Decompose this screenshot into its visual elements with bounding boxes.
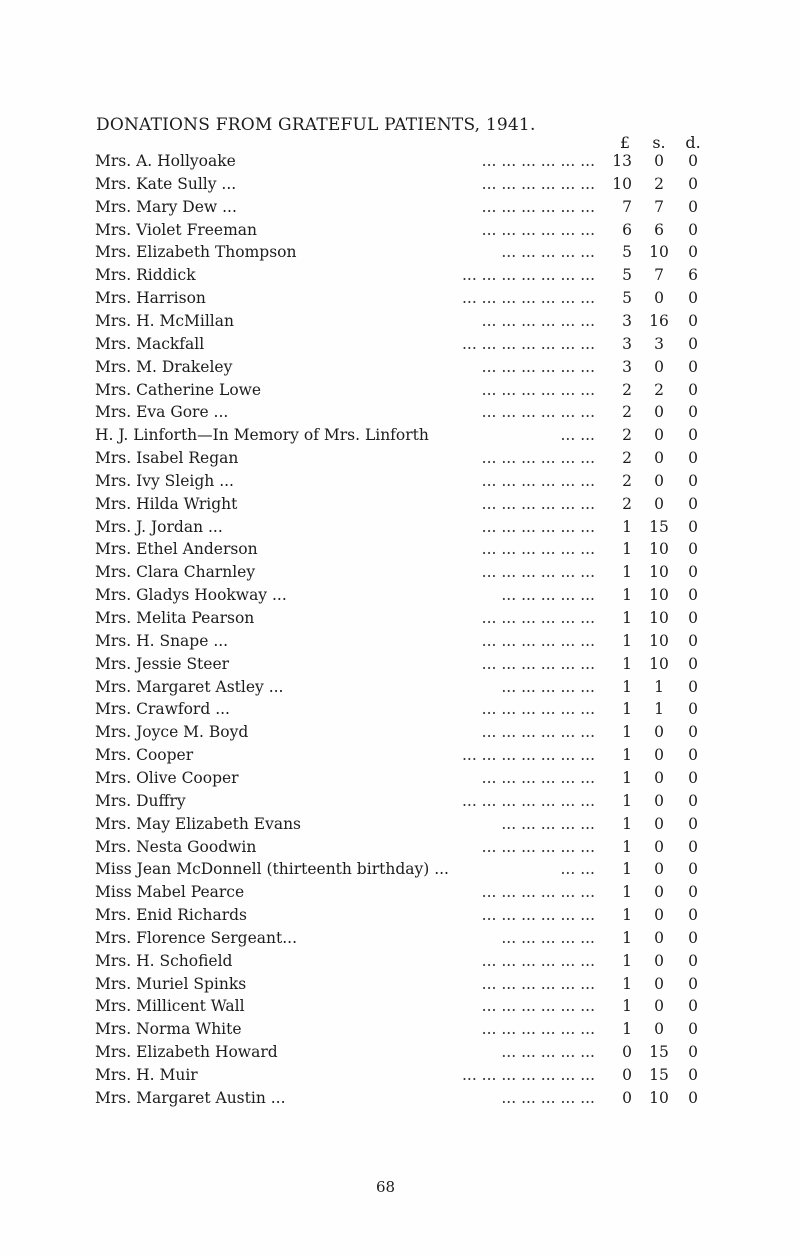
donor-name: Mrs. Jessie Steer (95, 654, 230, 673)
donor-name: Mrs. J. Jordan ... (95, 517, 223, 536)
amount-pounds: 13 (612, 152, 632, 170)
donor-name: Mrs. A. Hollyoake (95, 152, 236, 170)
dot-leader: ... ... ... ... ... ... (481, 837, 595, 856)
amount-pounds: 1 (622, 586, 632, 605)
donor-name: Mrs. Margaret Austin ... (95, 1088, 286, 1107)
donor-name: Mrs. Norma White (95, 1020, 242, 1039)
amount-shillings: 0 (654, 997, 664, 1016)
amount-pence: 0 (688, 243, 698, 262)
amount-shillings: 10 (649, 540, 669, 559)
donor-name: Mrs. Duffry (95, 791, 186, 810)
dot-leader: ... ... ... ... ... ... (481, 357, 595, 376)
amount-pence: 0 (688, 837, 698, 856)
donor-name: Mrs. Crawford ... (95, 700, 230, 719)
dot-leader: ... ... ... ... ... ... ... (461, 266, 595, 285)
pounds-column-header: £ (619, 133, 631, 152)
dot-leader: ... ... ... ... ... ... (481, 540, 595, 559)
amount-shillings: 0 (654, 723, 664, 742)
donor-name: Mrs. Mackfall (95, 334, 205, 353)
donor-name: Mrs. Nesta Goodwin (95, 837, 257, 856)
amount-pounds: 1 (622, 563, 632, 582)
donor-name: Mrs. Mary Dew ... (95, 197, 237, 216)
list-item (0, 813, 800, 835)
amount-pounds: 1 (622, 883, 632, 902)
amount-pounds: 1 (622, 700, 632, 719)
list-item (0, 630, 800, 652)
dot-leader: ... ... ... ... ... ... ... (461, 289, 595, 308)
amount-pence: 0 (688, 586, 698, 605)
amount-pence: 0 (688, 1066, 698, 1084)
amount-pence: 0 (688, 380, 698, 399)
amount-pounds: 3 (622, 311, 632, 330)
amount-shillings: 0 (654, 1020, 664, 1039)
amount-pence: 0 (688, 883, 698, 902)
dot-leader: ... ... ... ... ... (501, 814, 595, 833)
amount-pence: 0 (688, 220, 698, 239)
dot-leader: ... ... ... ... ... ... (481, 380, 595, 399)
amount-shillings: 1 (654, 700, 664, 719)
dot-leader: ... ... ... ... ... ... (481, 768, 595, 787)
amount-pounds: 1 (622, 951, 632, 970)
donor-name: Mrs. H. Snape ... (95, 631, 229, 650)
amount-pence: 0 (688, 1020, 698, 1039)
amount-pence: 0 (688, 951, 698, 970)
amount-shillings: 16 (649, 311, 669, 330)
amount-shillings: 0 (654, 357, 664, 376)
amount-shillings: 0 (654, 426, 664, 445)
amount-shillings: 0 (654, 289, 664, 308)
amount-pounds: 1 (622, 768, 632, 787)
donor-name: Mrs. Cooper (95, 746, 194, 765)
amount-pence: 0 (688, 174, 698, 193)
dot-leader: ... ... ... ... ... ... (481, 174, 595, 193)
amount-pence: 0 (688, 494, 698, 513)
amount-shillings: 15 (649, 1066, 669, 1084)
amount-pounds: 1 (622, 928, 632, 947)
amount-pounds: 1 (622, 791, 632, 810)
list-item (0, 904, 800, 926)
amount-pounds: 1 (622, 1020, 632, 1039)
amount-pounds: 1 (622, 814, 632, 833)
list-item (0, 447, 800, 469)
amount-pounds: 1 (622, 860, 632, 879)
amount-shillings: 7 (654, 197, 664, 216)
donor-name: Mrs. Catherine Lowe (95, 380, 262, 399)
amount-pounds: 1 (622, 997, 632, 1016)
amount-shillings: 10 (649, 1088, 669, 1107)
donor-name: Miss Mabel Pearce (95, 883, 245, 902)
amount-pounds: 1 (622, 974, 632, 993)
amount-pounds: 3 (622, 357, 632, 376)
dot-leader: ... ... ... ... ... ... ... (461, 1066, 595, 1084)
amount-shillings: 0 (654, 951, 664, 970)
amount-shillings: 0 (654, 974, 664, 993)
list-item (0, 607, 800, 629)
dot-leader: ... ... ... ... ... ... (481, 517, 595, 536)
amount-pounds: 2 (622, 494, 632, 513)
dot-leader: ... ... ... ... ... ... (481, 654, 595, 673)
donor-name: Mrs. Joyce M. Boyd (95, 723, 249, 742)
dot-leader: ... ... ... ... ... ... (481, 449, 595, 468)
dot-leader: ... ... ... ... ... ... ... (461, 791, 595, 810)
amount-pounds: 7 (622, 197, 632, 216)
amount-pounds: 1 (622, 837, 632, 856)
donor-name: Mrs. H. McMillan (95, 311, 234, 330)
amount-pence: 0 (688, 471, 698, 490)
amount-shillings: 0 (654, 928, 664, 947)
donor-name: Mrs. Gladys Hookway ... (95, 586, 287, 605)
donor-name: Mrs. Florence Sergeant... (95, 928, 298, 947)
amount-shillings: 10 (649, 586, 669, 605)
amount-shillings: 0 (654, 883, 664, 902)
dot-leader: ... ... ... ... ... (501, 677, 595, 696)
dot-leader: ... ... ... ... ... (501, 243, 595, 262)
amount-shillings: 0 (654, 152, 664, 170)
amount-pence: 0 (688, 403, 698, 422)
amount-pence: 0 (688, 289, 698, 308)
list-item (0, 379, 800, 401)
amount-pounds: 3 (622, 334, 632, 353)
donor-name: Mrs. Kate Sully ... (95, 174, 237, 193)
dot-leader: ... ... ... ... ... ... (481, 906, 595, 925)
amount-pounds: 6 (622, 220, 632, 239)
list-item (0, 264, 800, 286)
list-item (0, 836, 800, 858)
amount-shillings: 0 (654, 860, 664, 879)
dot-leader: ... ... ... ... ... (501, 1088, 595, 1107)
dot-leader: ... ... ... ... ... (501, 928, 595, 947)
list-item (0, 150, 800, 172)
donor-name: Mrs. Violet Freeman (95, 220, 258, 239)
amount-shillings: 2 (654, 380, 664, 399)
amount-pence: 0 (688, 152, 698, 170)
amount-pounds: 1 (622, 746, 632, 765)
amount-pence: 0 (688, 609, 698, 627)
amount-shillings: 0 (654, 768, 664, 787)
donor-name: Mrs. Harrison (95, 289, 206, 308)
amount-pence: 0 (688, 791, 698, 810)
amount-shillings: 10 (649, 563, 669, 582)
donor-name: Mrs. H. Muir (95, 1066, 198, 1084)
amount-shillings: 0 (654, 494, 664, 513)
list-item (0, 1041, 800, 1063)
amount-pence: 0 (688, 928, 698, 947)
amount-pence: 0 (688, 654, 698, 673)
dot-leader: ... ... ... ... ... ... (481, 700, 595, 719)
list-item (0, 493, 800, 515)
amount-pence: 0 (688, 814, 698, 833)
amount-shillings: 15 (649, 517, 669, 536)
amount-shillings: 0 (654, 837, 664, 856)
shillings-column-header: s. (652, 133, 666, 152)
amount-pounds: 1 (622, 677, 632, 696)
amount-shillings: 10 (649, 609, 669, 627)
dot-leader: ... ... ... ... ... (501, 586, 595, 605)
donor-name: Mrs. Clara Charnley (95, 563, 256, 582)
amount-shillings: 15 (649, 1043, 669, 1062)
dot-leader: ... ... (560, 426, 595, 445)
amount-shillings: 7 (654, 266, 664, 285)
donor-name: Mrs. May Elizabeth Evans (95, 814, 302, 833)
amount-pence: 0 (688, 700, 698, 719)
list-item (0, 1087, 800, 1109)
amount-pounds: 1 (622, 609, 632, 627)
amount-pounds: 1 (622, 631, 632, 650)
amount-shillings: 3 (654, 334, 664, 353)
dot-leader: ... ... (560, 860, 595, 879)
amount-pounds: 2 (622, 449, 632, 468)
amount-shillings: 0 (654, 471, 664, 490)
dot-leader: ... ... ... ... ... ... (481, 883, 595, 902)
donor-name: Mrs. Isabel Regan (95, 449, 239, 468)
donor-name: H. J. Linforth—In Memory of Mrs. Linforth (95, 426, 429, 445)
pence-column-header: d. (685, 133, 701, 152)
list-item (0, 881, 800, 903)
amount-pence: 0 (688, 631, 698, 650)
amount-pounds: 1 (622, 517, 632, 536)
donor-name: Mrs. Elizabeth Thompson (95, 243, 297, 262)
list-item (0, 241, 800, 263)
page-title: DONATIONS FROM GRATEFUL PATIENTS, 1941. (96, 115, 536, 135)
donor-name: Mrs. Hilda Wright (95, 494, 238, 513)
dot-leader: ... ... ... ... ... ... (481, 403, 595, 422)
donor-name: Mrs. Olive Cooper (95, 768, 239, 787)
dot-leader: ... ... ... ... ... ... (481, 494, 595, 513)
dot-leader: ... ... ... ... ... ... (481, 311, 595, 330)
list-item (0, 653, 800, 675)
donor-name: Mrs. H. Schofield (95, 951, 233, 970)
dot-leader: ... ... ... ... ... ... (481, 1020, 595, 1039)
amount-pounds: 1 (622, 906, 632, 925)
list-item (0, 356, 800, 378)
amount-pence: 0 (688, 906, 698, 925)
amount-pounds: 2 (622, 426, 632, 445)
amount-pounds: 0 (622, 1043, 632, 1062)
donor-name: Mrs. Enid Richards (95, 906, 248, 925)
list-item (0, 858, 800, 880)
list-item (0, 287, 800, 309)
amount-pounds: 5 (622, 266, 632, 285)
list-item (0, 973, 800, 995)
list-item (0, 219, 800, 241)
amount-pounds: 0 (622, 1088, 632, 1107)
amount-pence: 0 (688, 677, 698, 696)
amount-shillings: 10 (649, 243, 669, 262)
list-item (0, 698, 800, 720)
donor-name: Mrs. Margaret Astley ... (95, 677, 284, 696)
amount-pence: 0 (688, 746, 698, 765)
amount-pence: 0 (688, 311, 698, 330)
amount-shillings: 0 (654, 449, 664, 468)
amount-shillings: 6 (654, 220, 664, 239)
list-item (0, 470, 800, 492)
amount-pounds: 2 (622, 471, 632, 490)
amount-pounds: 2 (622, 403, 632, 422)
amount-pence: 0 (688, 768, 698, 787)
list-item (0, 927, 800, 949)
dot-leader: ... ... ... ... ... (501, 1043, 595, 1062)
dot-leader: ... ... ... ... ... ... (481, 152, 595, 170)
amount-pounds: 5 (622, 243, 632, 262)
amount-pence: 0 (688, 334, 698, 353)
list-item (0, 767, 800, 789)
amount-shillings: 0 (654, 403, 664, 422)
page-number: 68 (376, 1178, 396, 1196)
list-item (0, 721, 800, 743)
dot-leader: ... ... ... ... ... ... ... (461, 334, 595, 353)
dot-leader: ... ... ... ... ... ... (481, 220, 595, 239)
list-item (0, 1064, 800, 1086)
amount-shillings: 10 (649, 631, 669, 650)
donor-name: Mrs. M. Drakeley (95, 357, 233, 376)
dot-leader: ... ... ... ... ... ... (481, 471, 595, 490)
amount-pence: 0 (688, 449, 698, 468)
amount-pounds: 1 (622, 540, 632, 559)
list-item (0, 196, 800, 218)
list-item (0, 173, 800, 195)
list-item (0, 333, 800, 355)
dot-leader: ... ... ... ... ... ... (481, 997, 595, 1016)
amount-pounds: 5 (622, 289, 632, 308)
dot-leader: ... ... ... ... ... ... (481, 974, 595, 993)
dot-leader: ... ... ... ... ... ... (481, 951, 595, 970)
list-item (0, 744, 800, 766)
amount-pounds: 2 (622, 380, 632, 399)
dot-leader: ... ... ... ... ... ... (481, 631, 595, 650)
dot-leader: ... ... ... ... ... ... (481, 563, 595, 582)
donor-name: Mrs. Eva Gore ... (95, 403, 229, 422)
list-item (0, 1018, 800, 1040)
list-item (0, 310, 800, 332)
list-item (0, 401, 800, 423)
amount-shillings: 2 (654, 174, 664, 193)
amount-pence: 6 (688, 266, 698, 285)
list-item (0, 950, 800, 972)
donor-name: Miss Jean McDonnell (thirteenth birthday) ... (95, 860, 449, 879)
amount-pounds: 0 (622, 1066, 632, 1084)
amount-shillings: 1 (654, 677, 664, 696)
list-item (0, 584, 800, 606)
amount-shillings: 10 (649, 654, 669, 673)
amount-pence: 0 (688, 723, 698, 742)
amount-pounds: 1 (622, 654, 632, 673)
donor-name: Mrs. Riddick (95, 266, 196, 285)
amount-pence: 0 (688, 997, 698, 1016)
donor-name: Mrs. Millicent Wall (95, 997, 245, 1016)
donor-name: Mrs. Ivy Sleigh ... (95, 471, 234, 490)
amount-pence: 0 (688, 357, 698, 376)
amount-pence: 0 (688, 860, 698, 879)
amount-pounds: 10 (612, 174, 632, 193)
donor-name: Mrs. Elizabeth Howard (95, 1043, 278, 1062)
list-item (0, 424, 800, 446)
dot-leader: ... ... ... ... ... ... (481, 609, 595, 627)
donor-name: Mrs. Ethel Anderson (95, 540, 258, 559)
amount-shillings: 0 (654, 791, 664, 810)
amount-pounds: 1 (622, 723, 632, 742)
amount-pence: 0 (688, 1043, 698, 1062)
dot-leader: ... ... ... ... ... ... (481, 197, 595, 216)
amount-shillings: 0 (654, 746, 664, 765)
amount-pence: 0 (688, 563, 698, 582)
amount-pence: 0 (688, 540, 698, 559)
amount-pence: 0 (688, 1088, 698, 1107)
list-item (0, 676, 800, 698)
amount-pence: 0 (688, 517, 698, 536)
list-item (0, 995, 800, 1017)
donor-name: Mrs. Muriel Spinks (95, 974, 247, 993)
amount-pence: 0 (688, 197, 698, 216)
amount-shillings: 0 (654, 906, 664, 925)
dot-leader: ... ... ... ... ... ... (481, 723, 595, 742)
amount-pence: 0 (688, 974, 698, 993)
dot-leader: ... ... ... ... ... ... ... (461, 746, 595, 765)
amount-pence: 0 (688, 426, 698, 445)
list-item (0, 790, 800, 812)
list-item (0, 561, 800, 583)
donor-name: Mrs. Melita Pearson (95, 609, 255, 627)
list-item (0, 516, 800, 538)
list-item (0, 538, 800, 560)
amount-shillings: 0 (654, 814, 664, 833)
